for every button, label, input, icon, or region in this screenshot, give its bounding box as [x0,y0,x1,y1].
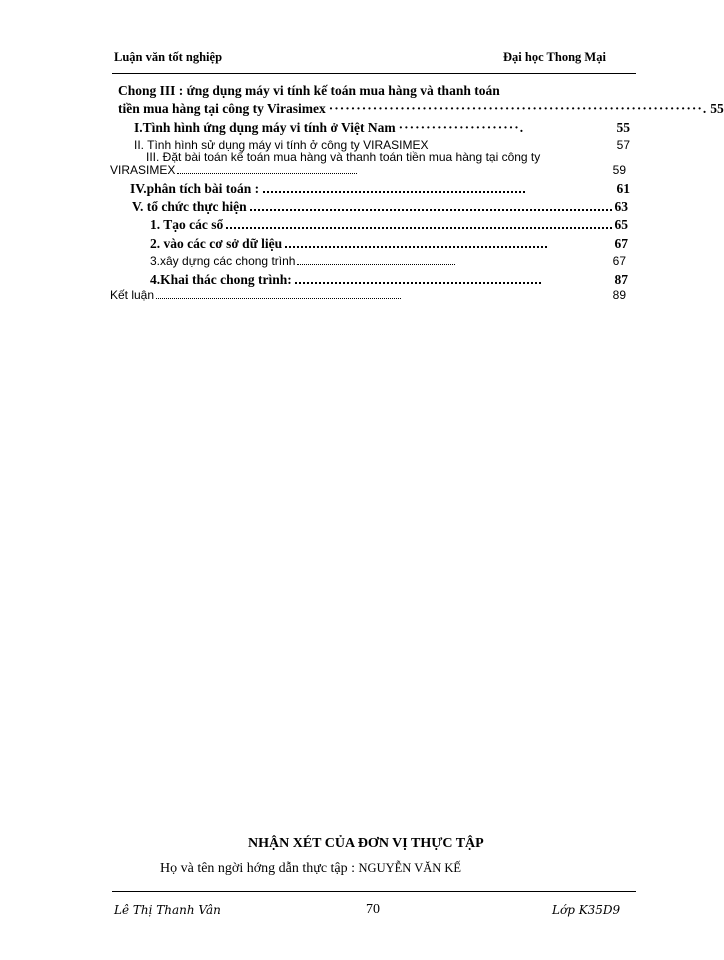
toc-entry-v2 [150,236,628,252]
supervisor-label: Họ và tên ngời hớng dẫn thực tập : [160,861,359,876]
header-rule [112,73,636,74]
toc-title: IV.phân tích bài toán : [130,181,260,196]
toc-title: 3.xây dựng các chong trình [150,254,296,268]
supervisor-line [160,861,461,877]
toc-title: 1. Tạo các sổ [150,217,224,232]
toc-iii-line1: III. Đặt bài toán kế toán mua hàng và thanh toán tiền mua hàng tại công ty [146,150,541,164]
page-number: 70 [366,902,380,917]
toc-entry-chapter3 [118,101,724,117]
toc-page: 89 [612,288,626,302]
toc-title: tiền mua hàng tại công ty Virasimex [118,101,326,116]
toc-entry-iv [130,181,630,197]
toc-title: V. tổ chức thực hiện [132,199,247,214]
toc-page: 65 [614,217,628,232]
toc-entry-v1 [150,217,628,233]
toc-entry-v4 [150,272,628,288]
toc-leader [297,256,455,265]
toc-title: 2. vào các cơ sở dữ liệu [150,236,283,251]
toc-entry-v3 [150,254,626,268]
toc-page: 67 [612,254,626,268]
toc-page: 63 [614,199,628,214]
footer-author: Lê Thị Thanh Vân [114,903,221,917]
toc-page: 61 [616,181,630,196]
toc-entry-i [134,120,630,136]
toc-title: I.Tình hình ứng dụng máy vi tính ở Việt Nam [134,120,396,135]
toc-page: 59 [612,163,626,177]
supervisor-name: NGUYỄN VĂN KẾ [358,861,462,875]
toc-title: II. Tình hình sử dụng máy vi tính ở công ty VIRASIMEX [134,138,429,152]
toc-leader [226,219,611,229]
toc-page: 87 [614,272,628,287]
toc-entry-v [132,199,628,215]
toc-leader [295,274,541,284]
header-right: Đại học Thong Mại [503,50,606,64]
header-left: Luận văn tốt nghiệp [114,50,223,64]
footer-class: Lớp K35D9 [552,903,621,917]
toc-leader [263,183,525,193]
toc-chapter3-line1: Chong III : ứng dụng máy vi tính kế toán mua hàng và thanh toán [118,83,500,98]
toc-leader [156,290,401,299]
toc-entry-iii [110,163,626,177]
toc-page: 57 [616,138,630,152]
toc-page: 67 [614,236,628,251]
toc-leader: ······················. [398,120,525,135]
toc-title: Kết luận [110,288,155,302]
toc-leader [177,165,357,174]
toc-title: VIRASIMEX [110,163,176,177]
toc-page: 55 [710,101,724,116]
toc-leader: ····································································. [328,101,708,116]
toc-leader [250,201,612,211]
section-heading: NHẬN XÉT CỦA ĐƠN VỊ THỰC TẬP [248,836,484,851]
toc-leader [285,238,547,248]
footer-rule [112,891,636,892]
toc-entry-conclusion [110,288,626,302]
toc-title: 4.Khai thác chong trình: [150,272,292,287]
toc-page: 55 [616,120,630,135]
